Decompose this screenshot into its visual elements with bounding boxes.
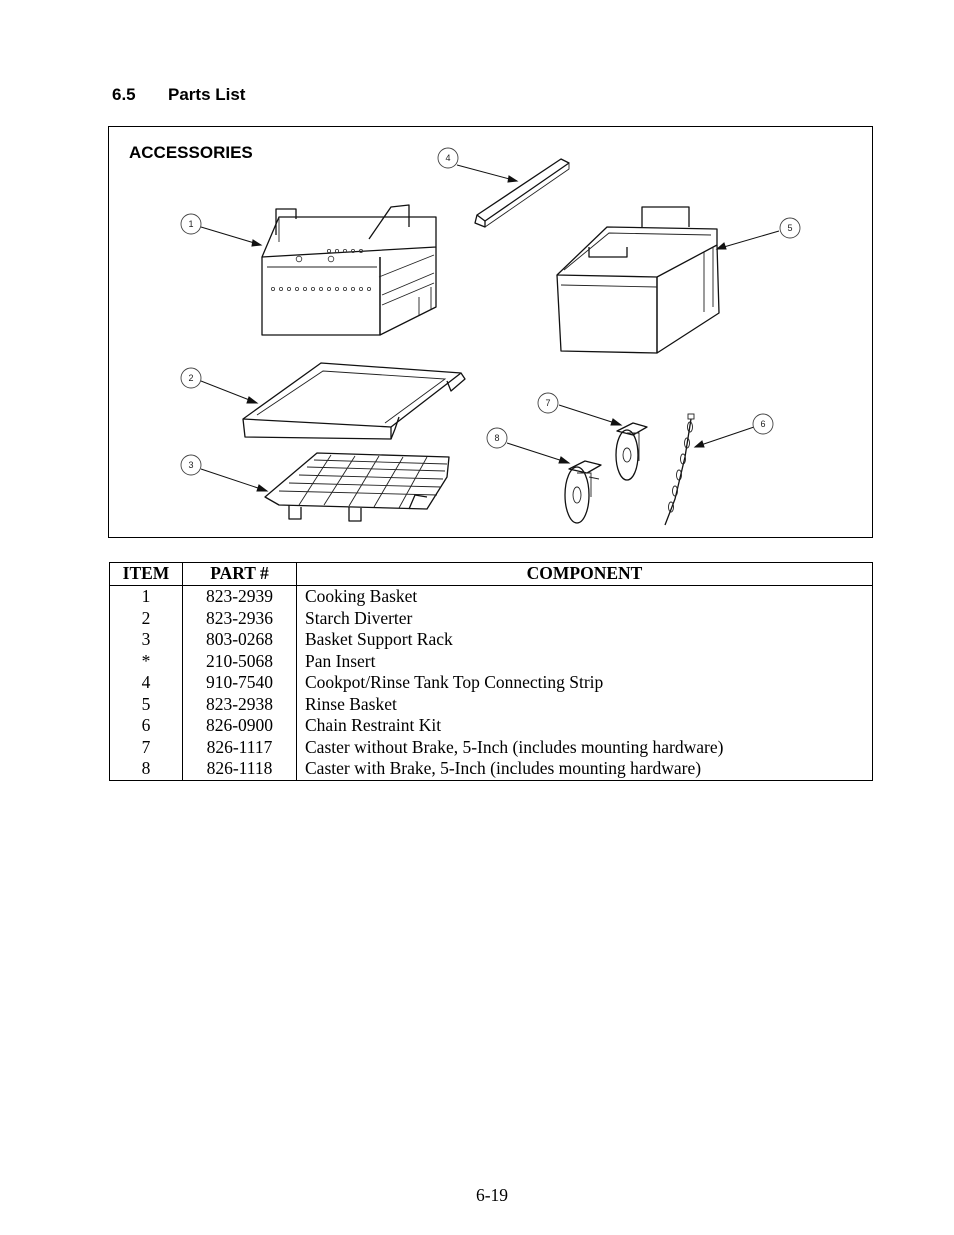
cell-component: Caster without Brake, 5-Inch (includes mounting hardware) xyxy=(297,737,873,759)
cell-part: 826-1118 xyxy=(183,758,297,780)
header-item: ITEM xyxy=(110,563,183,586)
table-row xyxy=(110,586,873,608)
cell-item: 8 xyxy=(110,758,183,780)
table-row xyxy=(110,758,873,780)
cell-part: 803-0268 xyxy=(183,629,297,651)
table-row xyxy=(110,715,873,737)
cell-item: 3 xyxy=(110,629,183,651)
callout-4 xyxy=(438,148,458,168)
cell-item: 4 xyxy=(110,672,183,694)
cell-component: Pan Insert xyxy=(297,651,873,673)
connecting-strip-drawing xyxy=(475,159,569,227)
callout-8 xyxy=(487,428,507,448)
chain-restraint-drawing xyxy=(665,414,694,525)
cell-item: 6 xyxy=(110,715,183,737)
header-component: COMPONENT xyxy=(297,563,873,586)
callout-1 xyxy=(181,214,201,234)
section-heading xyxy=(112,85,245,105)
svg-text:1: 1 xyxy=(188,219,194,229)
cell-part: 210-5068 xyxy=(183,651,297,673)
table-row xyxy=(110,651,873,673)
svg-text:7: 7 xyxy=(545,398,551,408)
cell-item: 1 xyxy=(110,586,183,608)
table-row xyxy=(110,629,873,651)
starch-diverter-drawing xyxy=(243,363,465,439)
rinse-basket-drawing xyxy=(557,207,719,353)
svg-text:2: 2 xyxy=(188,373,194,383)
cell-component: Rinse Basket xyxy=(297,694,873,716)
accessories-drawing xyxy=(109,127,874,539)
callout-3 xyxy=(181,455,201,475)
cell-component: Caster with Brake, 5-Inch (includes mounting hardware) xyxy=(297,758,873,780)
cell-component: Cooking Basket xyxy=(297,586,873,608)
table-row xyxy=(110,608,873,630)
cell-part: 826-0900 xyxy=(183,715,297,737)
cell-component: Chain Restraint Kit xyxy=(297,715,873,737)
section-title: Parts List xyxy=(168,85,246,104)
section-number: 6.5 xyxy=(112,85,136,104)
callout-2 xyxy=(181,368,201,388)
cell-part: 823-2938 xyxy=(183,694,297,716)
cell-part: 826-1117 xyxy=(183,737,297,759)
cell-item: 2 xyxy=(110,608,183,630)
svg-text:8: 8 xyxy=(494,433,500,443)
callout-6 xyxy=(753,414,773,434)
cell-part: 823-2936 xyxy=(183,608,297,630)
cell-item: 5 xyxy=(110,694,183,716)
cell-component: Basket Support Rack xyxy=(297,629,873,651)
caster-without-brake-drawing xyxy=(616,423,647,480)
cell-component: Starch Diverter xyxy=(297,608,873,630)
svg-text:5: 5 xyxy=(787,223,793,233)
callout-5 xyxy=(780,218,800,238)
cell-item: * xyxy=(110,651,183,673)
svg-text:6: 6 xyxy=(760,419,766,429)
caster-with-brake-drawing xyxy=(565,461,601,523)
cell-part: 910-7540 xyxy=(183,672,297,694)
table-row xyxy=(110,672,873,694)
svg-text:4: 4 xyxy=(445,153,451,163)
page-number: 6-19 xyxy=(475,1185,509,1205)
cell-part: 823-2939 xyxy=(183,586,297,608)
callout-7 xyxy=(538,393,558,413)
table-row xyxy=(110,694,873,716)
support-rack-drawing xyxy=(265,453,449,521)
figure-heading: ACCESSORIES xyxy=(129,143,253,162)
cell-item: 7 xyxy=(110,737,183,759)
table-row xyxy=(110,737,873,759)
accessories-figure xyxy=(108,126,873,538)
svg-text:3: 3 xyxy=(188,460,194,470)
parts-table xyxy=(109,562,873,781)
cell-component: Cookpot/Rinse Tank Top Connecting Strip xyxy=(297,672,873,694)
header-part: PART # xyxy=(183,563,297,586)
table-header-row xyxy=(110,563,873,586)
cooking-basket-drawing xyxy=(262,205,436,335)
